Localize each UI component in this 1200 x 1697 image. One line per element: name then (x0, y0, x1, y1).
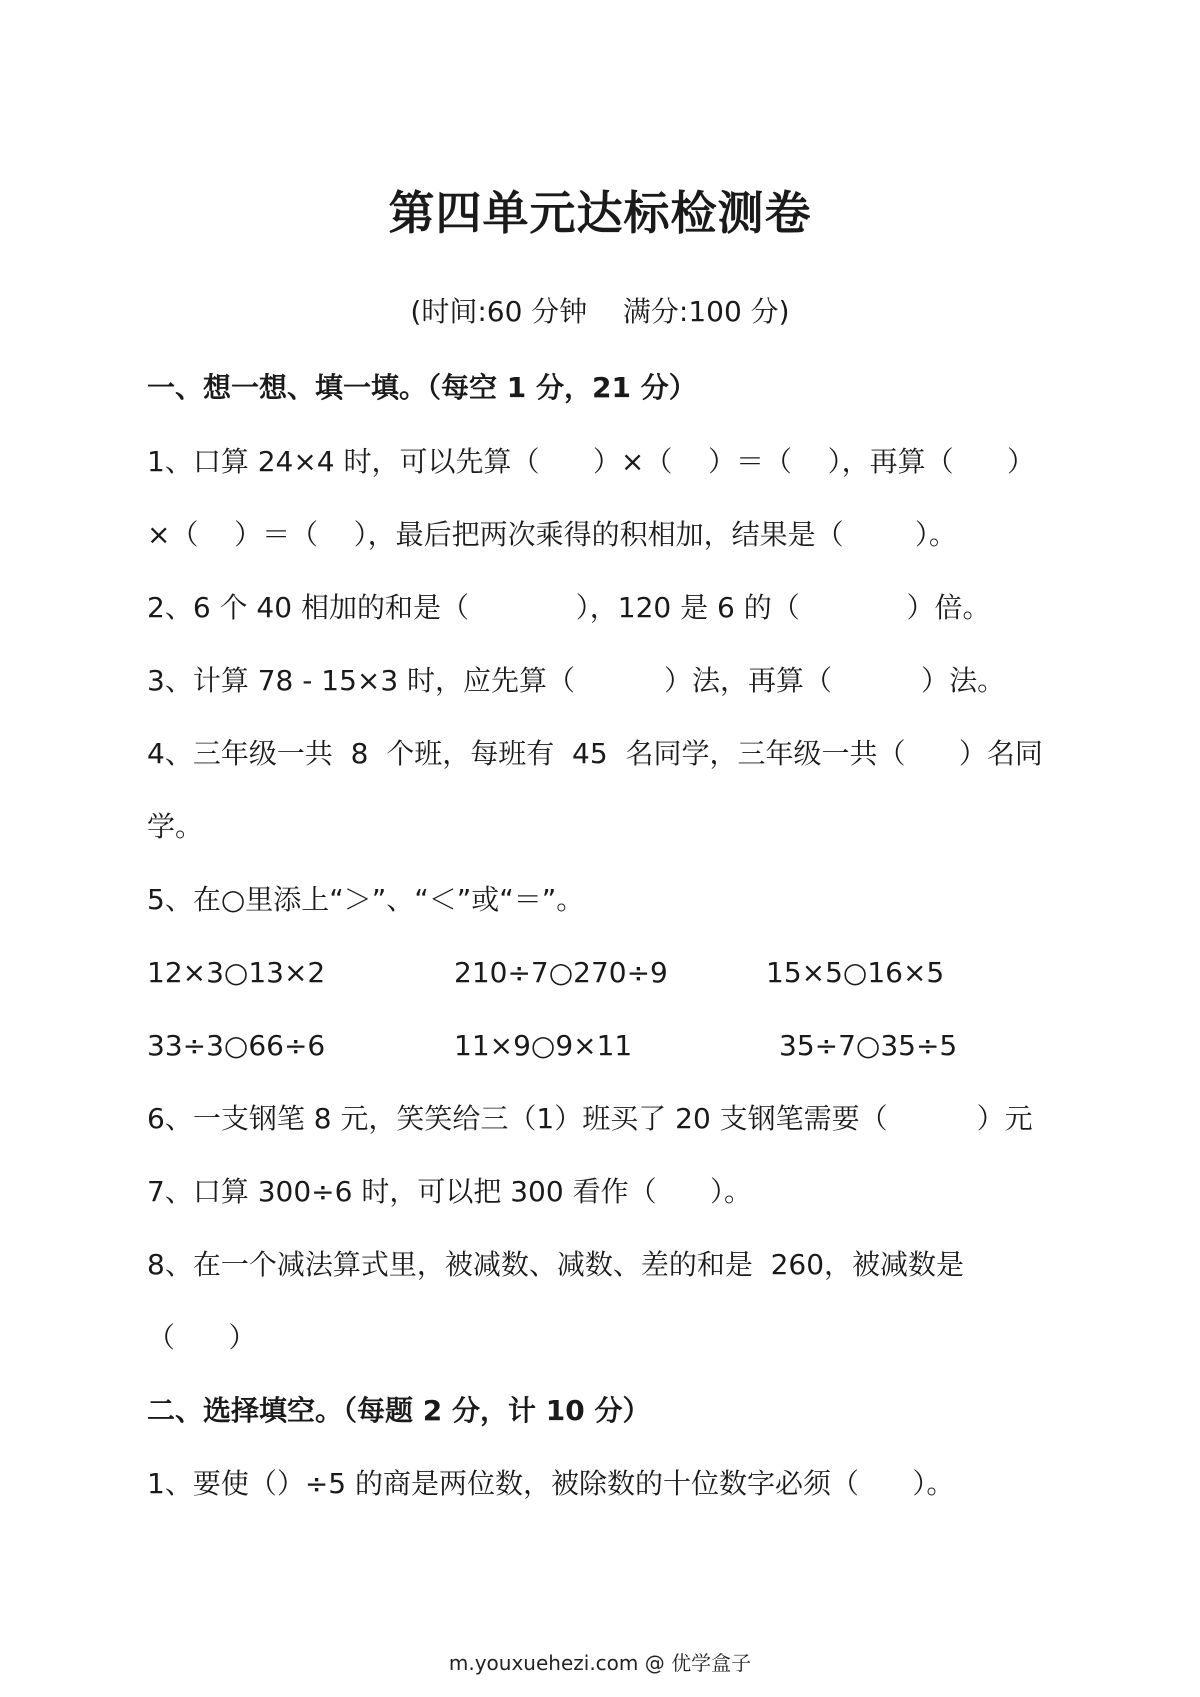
question-4-line-2: 学。 (147, 810, 204, 843)
question-5: 5、在○里添上“＞”、“＜”或“＝”。 (147, 883, 585, 916)
question-2: 2、6 个 40 相加的和是（ ），120 是 6 的（ ）倍。 (147, 591, 991, 624)
exam-info: (时间:60 分钟 满分:100 分) (410, 295, 790, 328)
footer-watermark: m.youxuehezi.com @ 优学盒子 (448, 1651, 752, 1675)
compare-item: 12×3○13×2 (147, 956, 326, 989)
question-3: 3、计算 78 - 15×3 时，应先算（ ）法，再算（ ）法。 (147, 664, 1006, 697)
compare-item: 15×5○16×5 (766, 956, 945, 989)
compare-item: 210÷7○270÷9 (454, 956, 668, 989)
question-1-line-1: 1、口算 24×4 时，可以先算（ ）×（ ）＝（ ），再算（ ） (147, 445, 1035, 478)
question-8-line-2: （ ） (147, 1321, 257, 1354)
question-6: 6、一支钢笔 8 元，笑笑给三（1）班买了 20 支钢笔需要（ ）元 (147, 1102, 1033, 1135)
section-2-heading: 二、选择填空。（每题 2 分，计 10 分） (147, 1394, 651, 1427)
page-title: 第四单元达标检测卷 (388, 186, 812, 240)
question-7: 7、口算 300÷6 时，可以把 300 看作（ ）。 (147, 1175, 752, 1208)
section-1-heading: 一、想一想、填一填。（每空 1 分，21 分） (147, 371, 697, 404)
compare-item: 33÷3○66÷6 (147, 1029, 326, 1062)
question-4-line-1: 4、三年级一共 8 个班，每班有 45 名同学，三年级一共（ ）名同 (147, 737, 1043, 770)
compare-item: 11×9○9×11 (454, 1029, 633, 1062)
compare-item: 35÷7○35÷5 (779, 1029, 958, 1062)
section-2-question-1: 1、要使（）÷5 的商是两位数，被除数的十位数字必须（ ）。 (147, 1467, 955, 1500)
question-1-line-2: ×（ ）＝（ ），最后把两次乘得的积相加，结果是（ ）。 (147, 518, 957, 551)
question-8-line-1: 8、在一个减法算式里，被减数、减数、差的和是 260，被减数是 (147, 1248, 965, 1281)
